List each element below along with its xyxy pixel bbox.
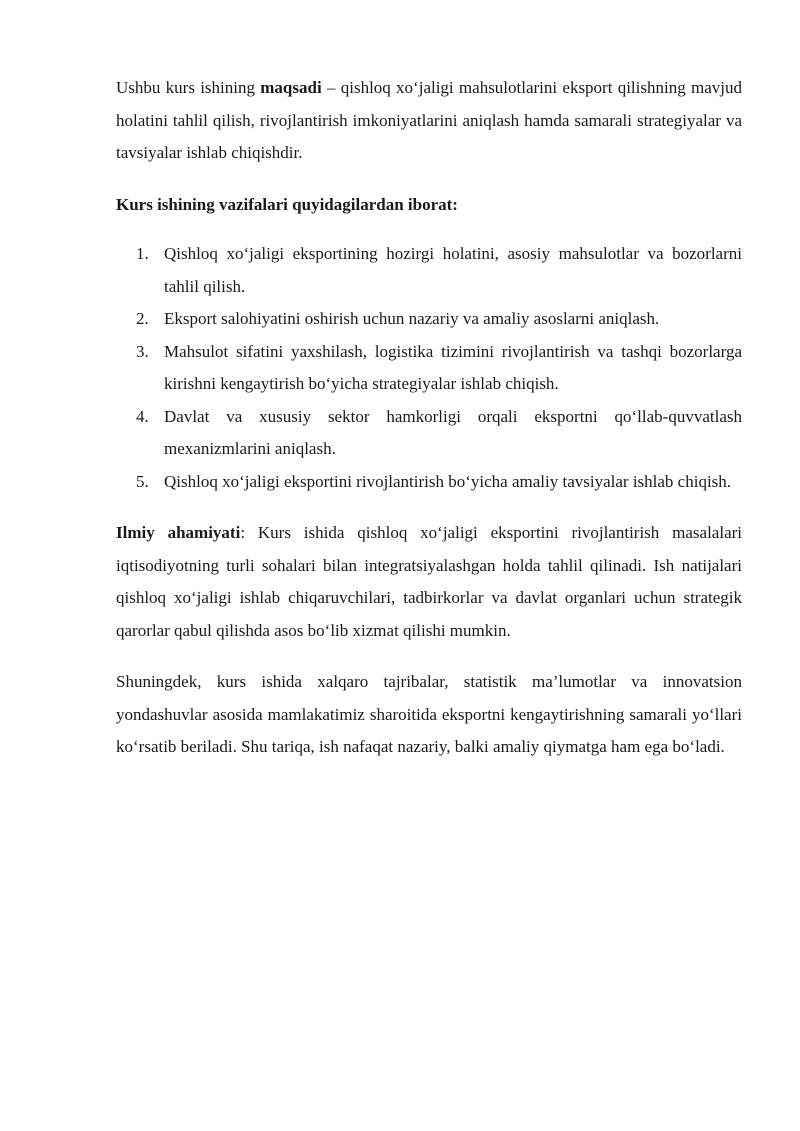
goal-bold-term: maqsadi	[260, 78, 322, 97]
significance-paragraph	[116, 517, 742, 647]
list-item-number: 2.	[136, 309, 149, 328]
significance-bold-term: Ilmiy ahamiyati	[116, 523, 241, 542]
list-item	[116, 401, 742, 466]
list-item-number: 1.	[136, 244, 149, 263]
list-item	[116, 466, 742, 499]
tasks-list	[116, 238, 742, 498]
list-item-number: 3.	[136, 341, 149, 361]
goal-paragraph	[116, 72, 742, 170]
tasks-heading: Kurs ishining vazifalari quyidagilardan iborat:	[116, 194, 458, 214]
document-page	[116, 72, 742, 764]
list-item	[116, 238, 742, 303]
goal-lead-text: Ushbu kurs ishining	[116, 78, 261, 97]
closing-paragraph: Shuningdek, kurs ishida xalqaro tajribalar, statistik ma’lumotlar va innovatsion yondashuvlar asosida mamlakatimiz sharoitida eksportni kengaytirishning samarali yo‘llari ko‘rsatib beriladi. Shu tariqa, ish nafaqat nazariy, balki amaliy qiymatga ham ega bo‘ladi.	[116, 672, 742, 756]
list-item-text: Davlat va xususiy sektor hamkorligi orqali eksportni qo‘llab-quvvatlash mexanizmlarini aniqlash.	[164, 406, 742, 458]
list-item-text: Qishloq xo‘jaligi eksportining hozirgi holatini, asosiy mahsulotlar va bozorlarni tahlil qilish.	[164, 244, 742, 296]
list-item-text: Mahsulot sifatini yaxshilash, logistika tizimini rivojlantirish va tashqi bozorlarga kirishni kengaytirish bo‘yicha strategiyalar ishlab chiqish.	[164, 341, 742, 393]
list-item-number: 5.	[136, 471, 149, 491]
significance-rest-text: : Kurs ishida qishloq xo‘jaligi eksportini rivojlantirish masalalari iqtisodiyotning turli sohalari bilan integratsiyalashgan holda tahlil qilinadi. Ish natijalari qishloq xo‘jaligi ishlab chiqaruvchilari, tadbirkorlar va davlat organlari uchun strategik qarorlar qabul qilishda asos bo‘lib xizmat qilishi mumkin.	[116, 523, 742, 640]
list-item-text: Qishloq xo‘jaligi eksportini rivojlantirish bo‘yicha amaliy tavsiyalar ishlab chiqish.	[164, 471, 732, 491]
list-item	[116, 303, 742, 336]
list-item	[116, 336, 742, 401]
list-item-text: Eksport salohiyatini oshirish uchun nazariy va amaliy asoslarni aniqlash.	[164, 309, 660, 328]
list-item-number: 4.	[136, 406, 149, 426]
goal-rest-text: – qishloq xo‘jaligi mahsulotlarini eksport qilishning mavjud holatini tahlil qilish, rivojlantirish imkoniyatlarini aniqlash hamda samarali strategiyalar va tavsiyalar ishlab chiqishdir.	[116, 78, 742, 162]
